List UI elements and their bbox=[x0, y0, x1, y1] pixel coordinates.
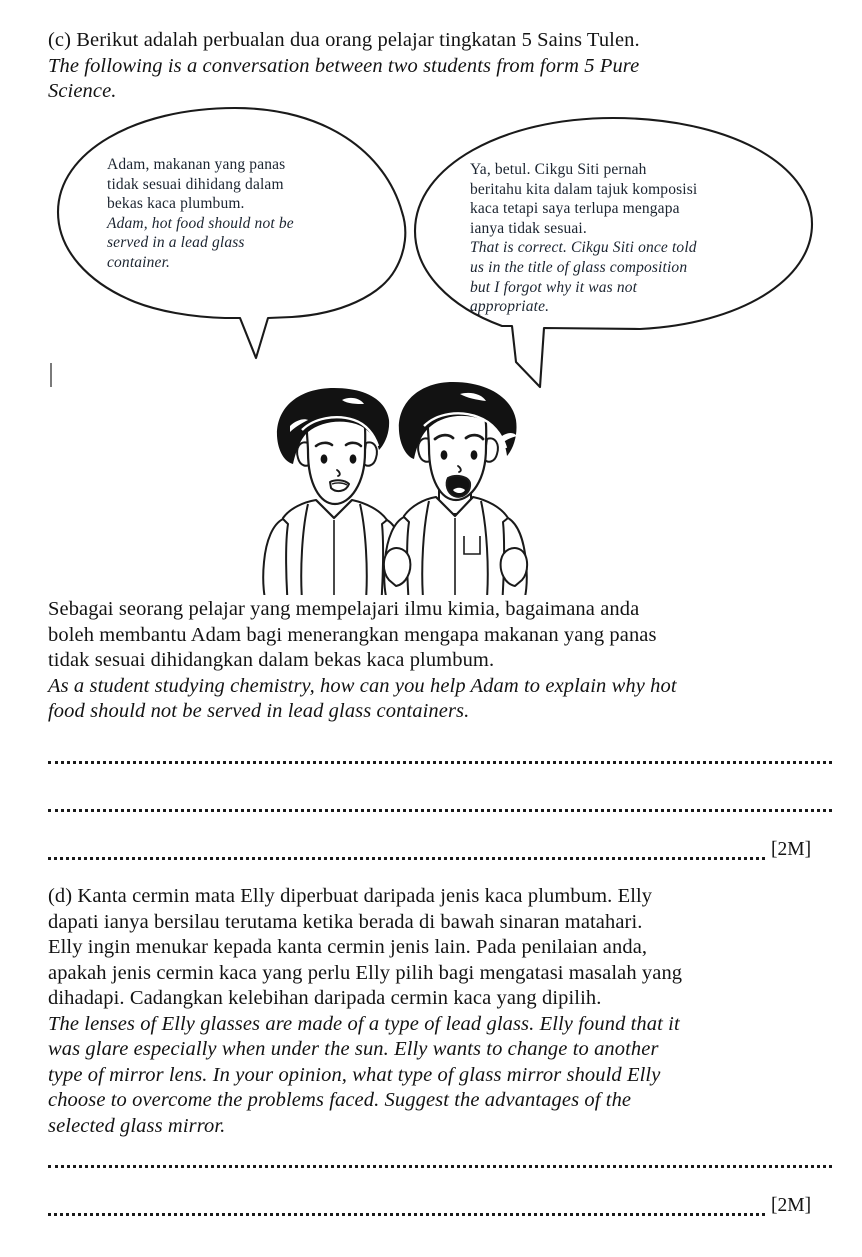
question-d-ms-line-4: apakah jenis cermin kaca yang perlu Elly pilih bagi mengatasi masalah yang bbox=[48, 961, 683, 984]
answer-line[interactable] bbox=[48, 742, 832, 764]
answer-line[interactable] bbox=[48, 790, 832, 812]
bubble-right-ms-line-4: ianya tidak sesuai. bbox=[470, 219, 587, 237]
question-c-ms-line-1: Sebagai seorang pelajar yang mempelajari ilmu kimia, bagaimana anda bbox=[48, 598, 640, 620]
question-c-body bbox=[48, 597, 832, 725]
answer-line[interactable] bbox=[48, 1194, 832, 1216]
bubble-left-en-line-3: container. bbox=[107, 253, 171, 271]
bubble-left-en-line-1: Adam, hot food should not be bbox=[107, 214, 294, 232]
question-d-en-line-2: was glare especially when under the sun. Elly wants to change to another bbox=[48, 1038, 659, 1060]
dotted-rule bbox=[48, 796, 832, 812]
marks-badge-d: [2M] bbox=[771, 1195, 812, 1216]
bubble-left-ms-line-3: bekas kaca plumbum. bbox=[107, 195, 245, 213]
bubble-right-en-line-1: That is correct. Cikgu Siti once told bbox=[470, 239, 697, 257]
answer-line[interactable] bbox=[48, 1146, 832, 1168]
text-cursor-caret bbox=[50, 363, 52, 387]
speech-bubble-left-text bbox=[107, 155, 322, 273]
question-c-prompt-en-line-2: Science. bbox=[48, 80, 117, 102]
question-d-en-line-5: selected glass mirror. bbox=[48, 1114, 226, 1137]
dotted-rule bbox=[48, 1152, 832, 1168]
bubble-left-ms-line-2: tidak sesuai dihidang dalam bbox=[107, 175, 284, 193]
question-d-en-line-4: choose to overcome the problems faced. Suggest the advantages of the bbox=[48, 1089, 632, 1111]
student-right-figure bbox=[384, 382, 527, 595]
students-illustration bbox=[263, 300, 527, 595]
question-c-ms-line-3: tidak sesuai dihidangkan dalam bekas kaca plumbum. bbox=[48, 649, 495, 671]
question-c-en-line-2: food should not be served in lead glass containers. bbox=[48, 700, 470, 722]
conversation-illustration bbox=[40, 100, 830, 595]
student-left-figure bbox=[263, 300, 406, 595]
bubble-left-en-line-2: served in a lead glass bbox=[107, 234, 245, 252]
question-c-intro bbox=[48, 28, 832, 105]
question-d-ms-line-2: dapati ianya bersilau terutama ketika berada di bawah sinaran matahari. bbox=[48, 910, 643, 933]
question-c-prompt-en-line-1: The following is a conversation between two students from form 5 Pure bbox=[48, 54, 640, 77]
dotted-rule bbox=[48, 844, 765, 860]
bubble-left-ms-line-1: Adam, makanan yang panas bbox=[107, 156, 286, 173]
speech-bubble-right-text bbox=[470, 160, 705, 317]
question-c-ms-line-2: boleh membantu Adam bagi menerangkan mengapa makanan yang panas bbox=[48, 623, 657, 646]
dotted-rule bbox=[48, 748, 832, 764]
bubble-right-ms-line-2: beritahu kita dalam tajuk komposisi bbox=[470, 180, 698, 198]
question-c-prompt-ms: (c) Berikut adalah perbualan dua orang pelajar tingkatan 5 Sains Tulen. bbox=[48, 29, 640, 51]
bubble-right-en-line-2: us in the title of glass composition bbox=[470, 258, 688, 276]
question-c-en-line-1: As a student studying chemistry, how can you help Adam to explain why hot bbox=[48, 674, 677, 697]
dotted-rule bbox=[48, 1200, 765, 1216]
question-d-ms-line-1: (d) Kanta cermin mata Elly diperbuat daripada jenis kaca plumbum. Elly bbox=[48, 885, 653, 907]
bubble-right-en-line-4: appropriate. bbox=[470, 298, 550, 316]
question-d-en-line-1: The lenses of Elly glasses are made of a type of lead glass. Elly found that it bbox=[48, 1012, 680, 1035]
answer-line[interactable] bbox=[48, 838, 832, 860]
bubble-right-en-line-3: but I forgot why it was not bbox=[470, 278, 638, 296]
marks-badge-c: [2M] bbox=[771, 839, 812, 860]
bubble-right-ms-line-3: kaca tetapi saya terlupa mengapa bbox=[470, 200, 680, 218]
bubble-right-ms-line-1: Ya, betul. Cikgu Siti pernah bbox=[470, 161, 647, 178]
question-d-ms-line-5: dihadapi. Cadangkan kelebihan daripada cermin kaca yang dipilih. bbox=[48, 987, 602, 1009]
question-d-ms-line-3: Elly ingin menukar kepada kanta cermin jenis lain. Pada penilaian anda, bbox=[48, 936, 648, 958]
question-d-en-line-3: type of mirror lens. In your opinion, what type of glass mirror should Elly bbox=[48, 1063, 661, 1086]
question-d-body bbox=[48, 884, 832, 1139]
